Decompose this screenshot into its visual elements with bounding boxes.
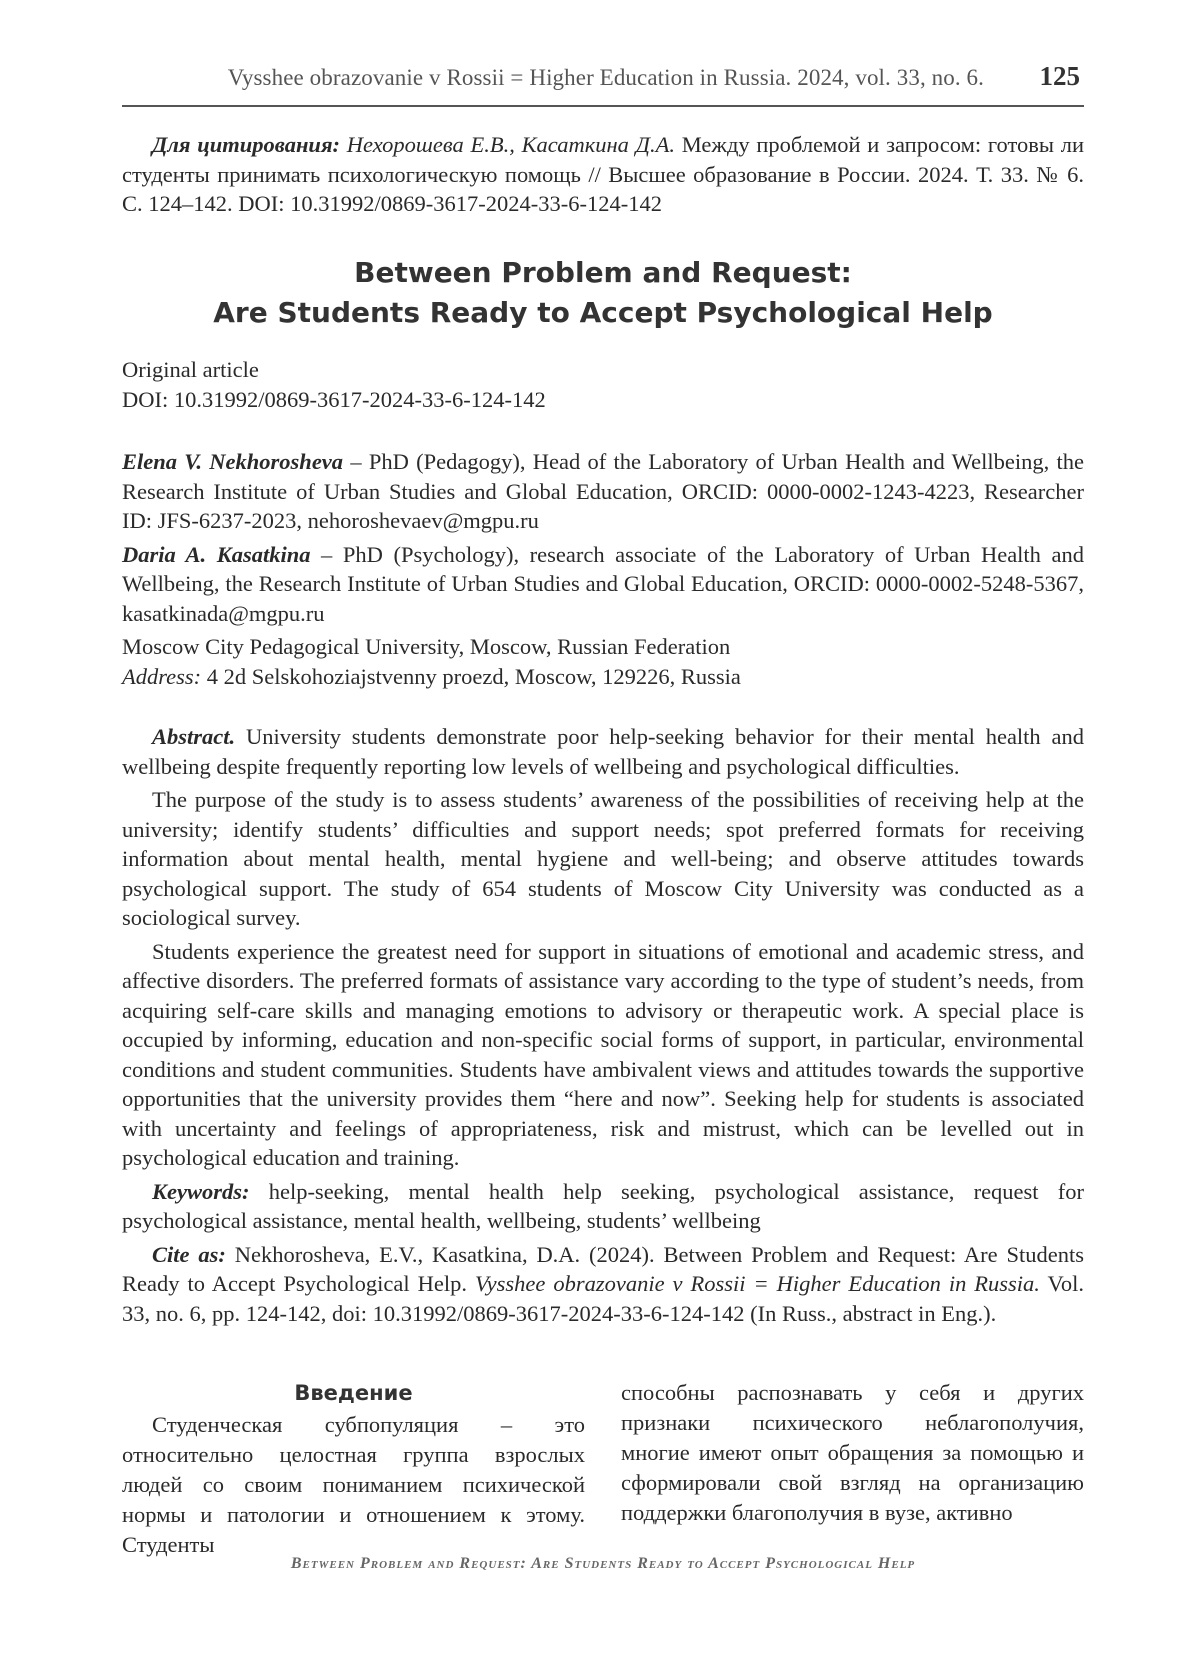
cite-as [122,1240,1084,1329]
abstract-paragraph [122,722,1084,781]
address-label: Address: [122,663,202,689]
abstract-p3: Students experience the greatest need for support in situations of emotional and academic stress, and affective disorders. The preferred formats of assistance vary according to the type of student’s needs, from acquiring self-care skills and managing emotions to advisory or therapeutic work. A special place is occupied by informing, education and non-specific social forms of support, in particular, environmental conditions and student communities. Students have ambivalent views and attitudes towards the supportive opportunities that the university provides them “here and now”. Seeking help for students is associated with uncertainty and feelings of appropriateness, risk and mistrust, which can be levelled out in psychological education and training. [122,938,1084,1170]
author-details: – PhD (Pedagogy), Head of the Laboratory of Urban Health and Wellbeing, the Research Institute of Urban Studies and Global Education, ORCID: 0000-0002-1243-4223, Researcher ID: JFS-6237-2023, nehoroshevaev@mgpu.ru [122,449,1084,533]
intro-columns [122,1378,1084,1557]
address-text: 4 2d Selskohoziajstvenny proezd, Moscow, 129226, Russia [201,663,741,689]
article-title [122,253,1084,333]
cite-as-label: Cite as: [152,1241,226,1267]
citation-ru-label: Для цитирования: [152,132,341,157]
keywords-text: help-seeking, mental health help seeking, psychological assistance, request for psychological assistance, mental health, wellbeing, students’ wellbeing [122,1178,1084,1233]
citation-ru-authors: Нехорошева Е.В., Касаткина Д.А. [346,132,675,157]
title-line-2: Are Students Ready to Accept Psychological Help [213,296,993,329]
cite-as-journal: Vysshee obrazovanie v Rossii = Higher Education in Russia. [474,1271,1040,1296]
header-journal-title: Vysshee obrazovanie v Rossii = Higher Education in Russia. 2024, vol. 33, no. 6. [227,65,984,90]
affiliation: Moscow City Pedagogical University, Moscow, Russian Federation [122,634,731,659]
cite-as-tail: Vol. 33, no. 6, pp. 124-142, doi: 10.31992/0869-3617-2024-33-6-124-142 (In Russ., abstract in Eng.). [122,1271,1084,1326]
article-doi: DOI: 10.31992/0869-3617-2024-33-6-124-142 [122,386,546,412]
authors-block [122,447,1084,695]
page-number: 125 [1039,61,1080,91]
abstract-p2: The purpose of the study is to assess students’ awareness of the possibilities of receiving help at the university; identify students’ difficulties and support needs; spot preferred formats for receiving information about mental health, mental hygiene and well-being; and observe attitudes towards psychological support. The study of 654 students of Moscow City University was conducted as a sociological survey. [122,787,1084,930]
author-details: – PhD (Psychology), research associate of the Laboratory of Urban Health and Wellbeing, the Research Institute of Urban Studies and Global Education, ORCID: 0000-0002-5248-5367, kasatkinada@mgpu.ru [122,541,1084,626]
citation-ru-text: Между проблемой и запросом: готовы ли студенты принимать психологическую помощь // Высшее образование в России. 2024. Т. 33. № 6. С. 124–142. DOI: 10.31992/0869-3617-2024-33-6-124-142 [122,132,1084,216]
author-entry [122,540,1084,629]
citation-ru [122,130,1084,219]
intro-heading: Введение [294,1381,413,1405]
article-meta [122,355,1084,414]
intro-right-text: способны распознавать у себя и других признаки психического неблагополучия, многие имеют опыт обращения за помощью и сформировали свой взгляд на организацию поддержки благополучия в вузе, активно [621,1380,1084,1525]
author-entry [122,447,1084,536]
address [122,662,1084,692]
title-line-1: Between Problem and Request: [354,256,852,289]
cite-as-text: Nekhorosheva, E.V., Kasatkina, D.A. (2024). Between Problem and Request: Are Students Ready to Accept Psychological Help. [122,1241,1084,1296]
author-name: Elena V. Nekhorosheva [122,449,344,474]
keywords-label: Keywords: [152,1178,250,1204]
running-footer: Between Problem and Request: Are Students Ready to Accept Psychological Help [290,1555,916,1572]
abstract-label: Abstract. [152,724,236,749]
abstract-block [122,722,1084,1332]
intro-left-column [122,1378,585,1560]
author-name: Daria A. Kasatkina [122,541,311,567]
keywords [122,1177,1084,1236]
abstract-p1: University students demonstrate poor help-seeking behavior for their mental health and wellbeing despite frequently reporting low levels of wellbeing and psychological difficulties. [122,724,1084,779]
intro-right-column [621,1378,1084,1528]
intro-left-text: Студенческая субпопуляция – это относительно целостная группа взрослых людей со своим пониманием психической нормы и патологии и отношением к этому. Студенты [122,1412,585,1557]
article-type: Original article [122,357,259,382]
running-header [122,55,1084,107]
